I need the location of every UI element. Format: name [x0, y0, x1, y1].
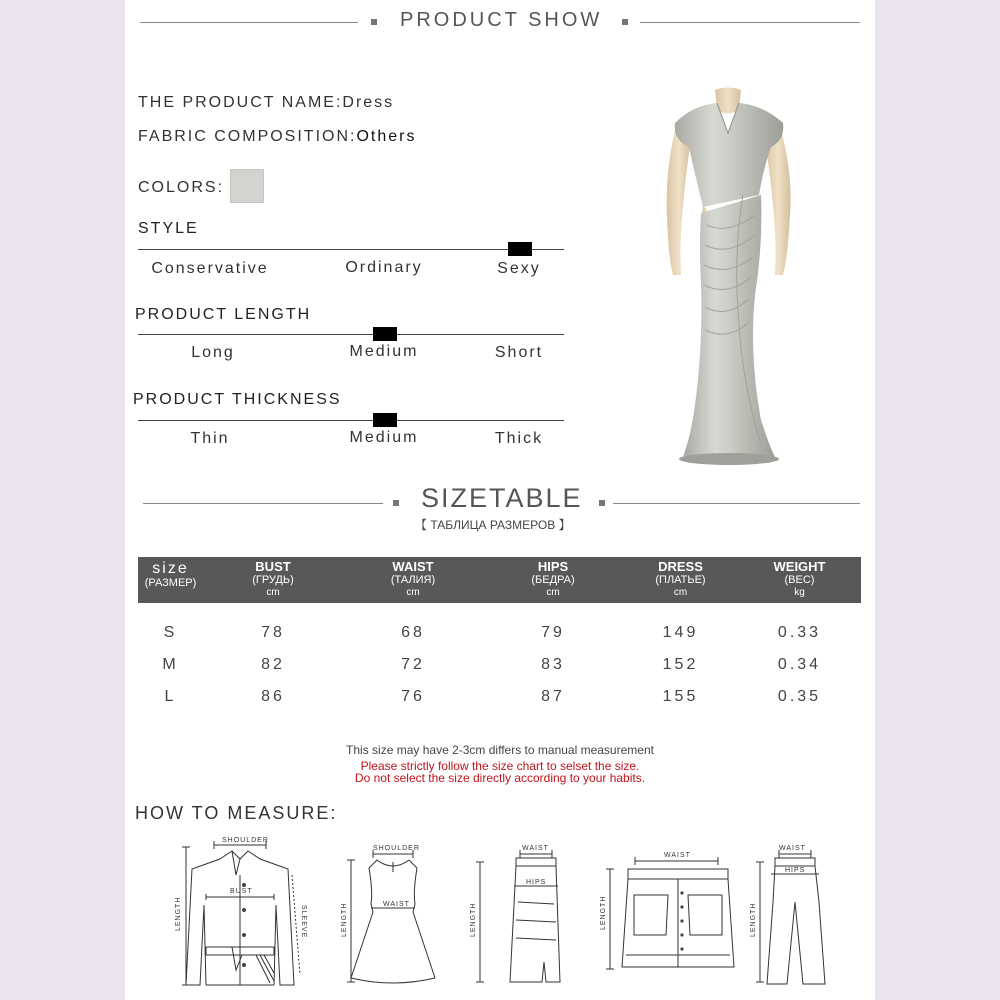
col-dress [623, 557, 738, 603]
shorts-diagram [600, 845, 740, 975]
colors-label: COLORS: [138, 179, 225, 196]
jacket-diagram [170, 835, 310, 995]
header-rule-right [640, 22, 860, 23]
product-name-label: THE PRODUCT NAME: [138, 94, 343, 111]
jacket-bust-label: BUST [230, 888, 253, 895]
fabric-label: FABRIC COMPOSITION: [138, 128, 357, 145]
note-follow-chart: Please strictly follow the size chart to selset the size. [360, 759, 640, 773]
col-bust-unit: cm [266, 587, 280, 598]
how-to-measure-title: HOW TO MEASURE: [135, 803, 338, 823]
skirt-measure-icon [470, 842, 560, 992]
trousers-diagram [750, 842, 845, 992]
col-weight-unit: kg [794, 587, 805, 598]
style-option-sexy: Sexy [497, 260, 541, 277]
style-option-conservative: Conservative [151, 260, 269, 277]
color-swatch[interactable] [230, 169, 264, 203]
cell-bust: 78 [261, 624, 285, 641]
col-hips [483, 557, 623, 603]
shorts-waist-label: WAIST [664, 852, 691, 859]
style-option-ordinary: Ordinary [345, 259, 423, 276]
col-size-ru: (РАЗМЕР) [144, 577, 197, 589]
jacket-shoulder-label: SHOULDER [222, 837, 269, 844]
dress-diagram [343, 842, 443, 992]
fabric-row [138, 128, 416, 146]
dress-waist-label: WAIST [383, 901, 410, 908]
header-dot-left [371, 19, 377, 25]
col-waist-unit: cm [406, 587, 420, 598]
thickness-track [138, 420, 564, 421]
skirt-hips-label: HIPS [526, 879, 547, 886]
length-option-long: Long [191, 344, 235, 361]
header-dot-right [622, 19, 628, 25]
cell-size: S [163, 624, 178, 641]
trousers-measure-icon [750, 842, 845, 992]
jacket-length-label: LENGTH [175, 896, 182, 931]
col-weight-ru: (ВЕС) [784, 574, 815, 586]
col-hips-unit: cm [546, 587, 560, 598]
dress-shoulder-label: SHOULDER [373, 845, 420, 852]
sizetable-subtitle: 【 ТАБЛИЦА РАЗМЕРОВ 】 [415, 518, 571, 532]
cell-weight: 0.35 [777, 688, 822, 705]
col-dress-unit: cm [673, 587, 688, 598]
note-habits: Do not select the size directly according to your habits. [354, 771, 646, 785]
size-row-s [138, 617, 861, 649]
thickness-option-thin: Thin [190, 430, 230, 447]
cell-bust: 82 [261, 656, 285, 673]
style-track [138, 249, 564, 250]
length-option-short: Short [494, 344, 544, 361]
size-row-m [138, 649, 861, 681]
cell-hips: 87 [541, 688, 565, 705]
cell-dress: 149 [662, 624, 699, 641]
shorts-measure-icon [600, 845, 740, 975]
cell-hips: 83 [541, 656, 565, 673]
product-sheet [125, 0, 875, 1000]
length-label: PRODUCT LENGTH [135, 306, 312, 323]
sizetable-dot-right [599, 500, 605, 506]
cell-waist: 72 [401, 656, 425, 673]
col-hips-ru: (БЕДРА) [531, 574, 575, 586]
cell-dress: 152 [662, 656, 699, 673]
trousers-hips-label: HIPS [785, 867, 806, 874]
sizetable-rule-right [613, 503, 860, 504]
col-dress-label: DRESS [658, 559, 703, 574]
length-track [138, 334, 564, 335]
cell-waist: 76 [401, 688, 425, 705]
style-label: STYLE [138, 220, 199, 237]
size-table [138, 557, 861, 713]
dress-measure-icon [343, 842, 443, 992]
size-row-l [138, 681, 861, 713]
cell-bust: 86 [261, 688, 285, 705]
col-waist-ru: (ТАЛИЯ) [390, 574, 436, 586]
col-size-label: size [152, 560, 189, 577]
note-measurement: This size may have 2-3cm differs to manual measurement [346, 743, 654, 757]
size-table-header [138, 557, 861, 603]
col-bust [203, 557, 343, 603]
cell-waist: 68 [401, 624, 425, 641]
skirt-length-label: LENGTH [470, 902, 477, 937]
cell-weight: 0.34 [777, 656, 822, 673]
length-marker [373, 327, 397, 341]
trousers-waist-label: WAIST [779, 845, 806, 852]
shorts-length-label: LENGTH [600, 895, 607, 930]
fabric-value: Others [356, 128, 417, 145]
col-weight-label: WEIGHT [773, 559, 826, 574]
col-waist-label: WAIST [392, 559, 434, 574]
product-photo [643, 85, 813, 470]
col-bust-label: BUST [255, 559, 291, 574]
col-waist [343, 557, 483, 603]
sizetable-rule-left [143, 503, 383, 504]
style-marker [508, 242, 532, 256]
thickness-option-medium: Medium [349, 429, 419, 446]
trousers-length-label: LENGTH [750, 902, 757, 937]
cell-weight: 0.33 [777, 624, 822, 641]
cell-hips: 79 [541, 624, 565, 641]
col-size [138, 557, 203, 603]
sizetable-title: SIZETABLE [421, 483, 583, 513]
col-dress-ru: (ПЛАТЬЕ) [655, 574, 706, 586]
thickness-option-thick: Thick [494, 430, 544, 447]
jacket-measure-icon [170, 835, 310, 995]
skirt-diagram [470, 842, 560, 992]
product-name-value: Dress [342, 94, 395, 111]
jacket-sleeve-label: SLEEVE [300, 905, 307, 939]
col-weight [738, 557, 861, 603]
product-name-row [138, 94, 394, 112]
thickness-label: PRODUCT THICKNESS [133, 391, 342, 408]
thickness-marker [373, 413, 397, 427]
page-title: PRODUCT SHOW [400, 9, 603, 31]
skirt-waist-label: WAIST [522, 845, 549, 852]
length-option-medium: Medium [349, 343, 419, 360]
cell-size: M [162, 656, 179, 673]
sizetable-dot-left [393, 500, 399, 506]
cell-dress: 155 [662, 688, 699, 705]
col-bust-ru: (ГРУДЬ) [252, 574, 294, 586]
dress-length-label: LENGTH [341, 902, 348, 937]
cell-size: L [164, 688, 177, 705]
dress-illustration [643, 85, 813, 470]
col-hips-label: HIPS [537, 559, 569, 574]
header-rule-left [140, 22, 358, 23]
